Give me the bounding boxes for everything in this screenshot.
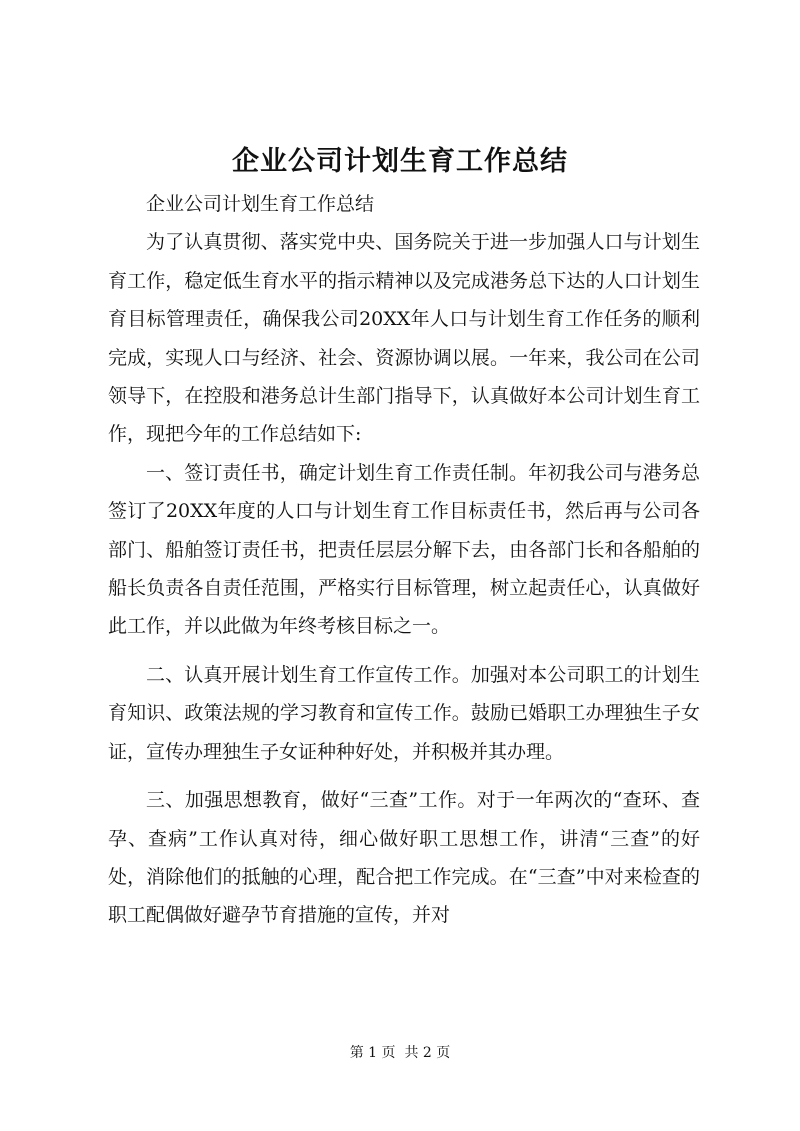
- paragraph-section-2: 二、认真开展计划生育工作宣传工作。加强对本公司职工的计划生育知识、政策法规的学习教育和宣传工作。鼓励已婚职工办理独生子女证，宣传办理独生子女证种种好处，并积极并其办理。: [108, 663, 700, 763]
- paragraph-section-1: 一、签订责任书，确定计划生育工作责任制。年初我公司与港务总签订了20XX年度的人口与计划生育工作目标责任书，然后再与公司各部门、船舶签订责任书，把责任层层分解下去，由各部门长和各船舶的船长负责各自责任范围，严格实行目标管理，树立起责任心，认真做好此工作，并以此做为年终考核目标之一。: [108, 461, 700, 638]
- paragraph-intro: 为了认真贯彻、落实党中央、国务院关于进一步加强人口与计划生育工作，稳定低生育水平的指示精神以及完成港务总下达的人口计划生育目标管理责任，确保我公司20XX年人口与计划生育工作任务的顺利完成，实现人口与经济、社会、资源协调以展。一年来，我公司在公司领导下，在控股和港务总计生部门指导下，认真做好本公司计划生育工作，现把今年的工作总结如下:: [108, 231, 700, 446]
- paragraph-section-3: 三、加强思想教育，做好“三查”工作。对于一年两次的“查环、查孕、查病”工作认真对待，细心做好职工思想工作，讲清“三查”的好处，消除他们的抵触的心理，配合把工作完成。在“三查”中对来检查的职工配偶做好避孕节育措施的宣传，并对: [108, 789, 700, 927]
- page-number-footer: [0, 1043, 800, 1063]
- paragraph-subtitle: 企业公司计划生育工作总结: [146, 193, 375, 215]
- document-body: [108, 185, 700, 935]
- document-title: 企业公司计划生育工作总结: [232, 146, 568, 177]
- page-number-label: 第 1 页 共 2 页: [349, 1045, 451, 1061]
